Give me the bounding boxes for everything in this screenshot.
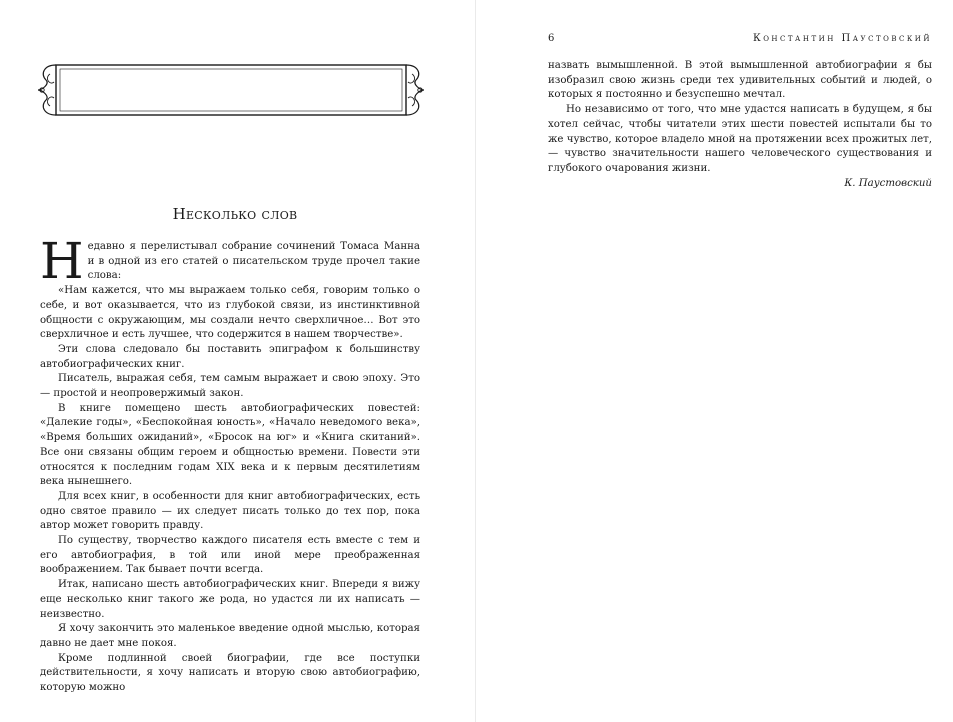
page-number: 6 <box>548 33 555 44</box>
paragraph: Писатель, выражая себя, тем самым выражает и свою эпоху. Это — простой и неопровержимый закон. <box>40 373 420 400</box>
left-page-text <box>40 232 420 696</box>
paragraph: Но независимо от того, что мне удастся написать в будущем, я бы хотел сейчас, чтобы читатели этих шести повестей испытали бы то же чувство, которое владело мной на протяжении всех прожитых лет, — чувство значительности нашего человеческого существования и глубокого очарования жизни. <box>548 104 932 174</box>
running-head-author: Константин Паустовский <box>752 33 932 44</box>
ornamental-frame <box>36 56 426 124</box>
author-signature: К. Паустовский <box>844 178 932 189</box>
paragraph: Итак, написано шесть автобиографических книг. Впереди я вижу еще несколько книг такого же рода, но удастся ли их написать — неизвестно. <box>40 579 420 620</box>
running-head <box>548 33 932 47</box>
first-paragraph: Недавно я перелистывал собрание сочинений Томаса Манна и в одной из его статей о писательском труде прочел такие слова: <box>40 232 420 290</box>
paragraph: Для всех книг, в особенности для книг автобиографических, есть одно святое правило — их следует писать только до тех пор, пока автор может говорить правду. <box>40 490 420 532</box>
left-page <box>0 0 476 722</box>
paragraph: В книге помещено шесть автобиографических повестей: «Далекие годы», «Беспокойная юность», «Начало неведомого века», «Время больших ожиданий», «Бросок на юг» и «Книга скитаний». Все они связаны общим героем и общностью времени. Повести эти относятся к последним годам XIX века и к первым десятилетиям века нынешнего. <box>40 402 420 488</box>
paragraph: назвать вымышленной. В этой вымышленной автобиографии я бы изобразил свою жизнь среди тех удивительных событий и людей, о которых я постоянно и безуспешно мечтал. <box>548 60 932 101</box>
paragraph: «Нам кажется, что мы выражаем только себя, говорим только о себе, и вот оказывается, что из глубокой связи, из инстинктивной общности с окружающим, мы создали нечто сверхличное… Вот это сверхличное и есть лучшее, что содержится в нашем творчестве». <box>40 285 420 341</box>
paragraph: Эти слова следовало бы поставить эпиграфом к большинству автобиографических книг. <box>40 343 420 370</box>
right-page-text <box>548 59 932 177</box>
drop-cap: Н <box>40 232 84 290</box>
chapter-title: Несколько слов <box>172 205 298 223</box>
right-page <box>476 0 953 722</box>
paragraph: Я хочу закончить это маленькое введение одной мыслью, которая давно не дает мне покоя. <box>40 623 420 649</box>
paragraph: Кроме подлинной своей биографии, где все поступки действительности, я хочу написать и вторую свою автобиографию, которую можно <box>40 652 420 694</box>
paragraph: По существу, творчество каждого писателя есть вместе с тем и его автобиография, в той или иной мере преображенная воображением. Так бывает почти всегда. <box>40 535 420 576</box>
